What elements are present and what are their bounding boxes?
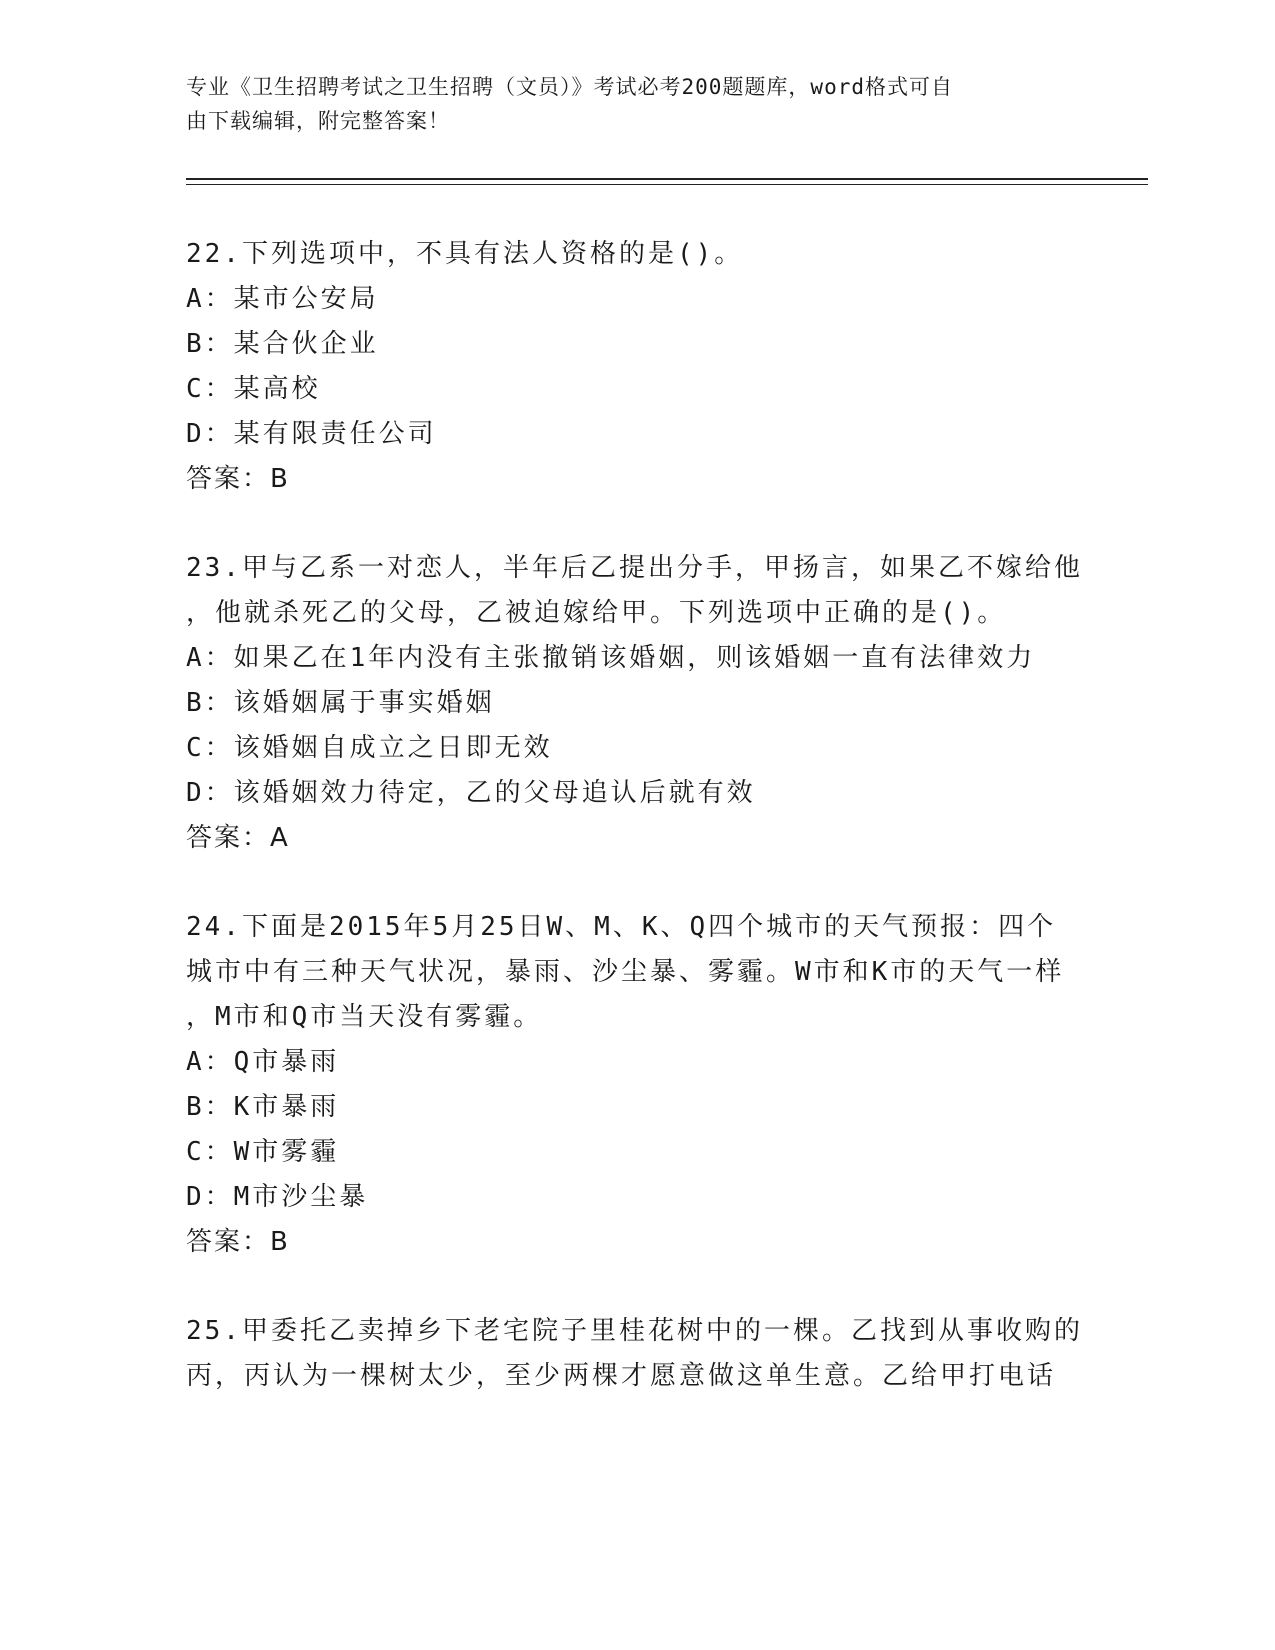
question-24 <box>186 905 1086 1265</box>
question-23 <box>186 546 1086 861</box>
question-22 <box>186 232 1086 502</box>
question-stem: 24.下面是2015年5月25日W、M、K、Q四个城市的天气预报：四个 <box>186 912 1057 942</box>
question-stem: ，M市和Q市当天没有雾霾。 <box>186 1002 543 1032</box>
answer-label: 答案：B <box>186 1227 290 1257</box>
option-a: A：如果乙在1年内没有主张撤销该婚姻，则该婚姻一直有法律效力 <box>186 643 1036 673</box>
answer-label: 答案：B <box>186 464 290 494</box>
question-list <box>186 232 1086 1443</box>
header-rule-thin <box>186 184 1148 185</box>
answer-label: 答案：A <box>186 823 290 853</box>
question-stem: 城市中有三种天气状况，暴雨、沙尘暴、雾霾。W市和K市的天气一样 <box>186 957 1065 987</box>
option-c: C：W市雾霾 <box>186 1137 340 1167</box>
document-header <box>186 70 1066 138</box>
question-stem: 25.甲委托乙卖掉乡下老宅院子里桂花树中的一棵。乙找到从事收购的 <box>186 1316 1083 1346</box>
option-a: A：某市公安局 <box>186 284 379 314</box>
option-d: D：该婚姻效力待定，乙的父母追认后就有效 <box>186 778 756 808</box>
header-line-2: 由下载编辑，附完整答案！ <box>186 109 450 133</box>
option-b: B：某合伙企业 <box>186 329 379 359</box>
option-a: A：Q市暴雨 <box>186 1047 340 1077</box>
question-25 <box>186 1309 1086 1399</box>
header-line-1: 专业《卫生招聘考试之卫生招聘（文员）》考试必考200题题库，word格式可自 <box>186 75 953 99</box>
question-stem: ，他就杀死乙的父母，乙被迫嫁给甲。下列选项中正确的是()。 <box>186 598 1007 628</box>
option-b: B：K市暴雨 <box>186 1092 340 1122</box>
question-stem: 丙，丙认为一棵树太少，至少两棵才愿意做这单生意。乙给甲打电话 <box>186 1361 1057 1391</box>
question-stem: 23.甲与乙系一对恋人，半年后乙提出分手，甲扬言，如果乙不嫁给他 <box>186 553 1083 583</box>
option-c: C：该婚姻自成立之日即无效 <box>186 733 553 763</box>
header-rule-thick <box>186 178 1148 180</box>
option-d: D：M市沙尘暴 <box>186 1182 369 1212</box>
option-b: B：该婚姻属于事实婚姻 <box>186 688 495 718</box>
question-stem: 22.下列选项中，不具有法人资格的是()。 <box>186 239 744 269</box>
option-c: C：某高校 <box>186 374 321 404</box>
option-d: D：某有限责任公司 <box>186 419 437 449</box>
